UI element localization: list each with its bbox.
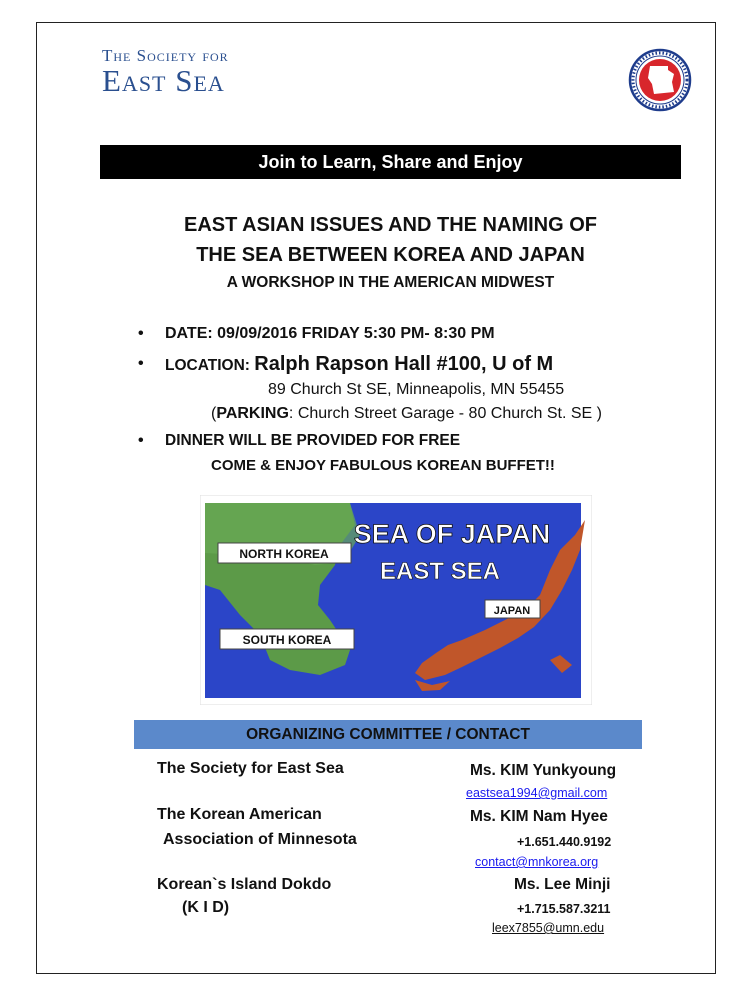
event-date: DATE: 09/09/2016 FRIDAY 5:30 PM- 8:30 PM: [165, 325, 495, 342]
society-logo: [102, 46, 229, 96]
event-address: 89 Church St SE, Minneapolis, MN 55455: [268, 381, 565, 398]
dinner-info: DINNER WILL BE PROVIDED FOR FREE: [165, 432, 461, 449]
org-korean-american-line-1: The Korean American: [157, 806, 322, 823]
title-line-1: EAST ASIAN ISSUES AND THE NAMING OF: [184, 214, 597, 236]
location-label: LOCATION:: [165, 357, 250, 374]
south-korea-label: SOUTH KOREA: [242, 633, 332, 647]
buffet-info: COME & ENJOY FABULOUS KOREAN BUFFET!!: [211, 457, 555, 474]
parking-label: PARKING: [216, 405, 289, 422]
phone-mnkorea: +1.651.440.9192: [517, 835, 612, 849]
email-mnkorea[interactable]: contact@mnkorea.org: [475, 855, 599, 869]
bullet-location: •: [138, 355, 144, 372]
email-umn[interactable]: leex7855@umn.edu: [492, 921, 605, 935]
contact-kim-yunkyoung: Ms. KIM Yunkyoung: [470, 762, 617, 779]
email-eastsea[interactable]: eastsea1994@gmail.com: [466, 786, 608, 800]
map-image: [200, 495, 592, 705]
org-koreans-island-dokdo: Korean`s Island Dokdo: [157, 876, 332, 893]
org-society-east-sea: The Society for East Sea: [157, 760, 344, 777]
org-kid-abbrev: (K I D): [182, 899, 230, 916]
parking-info: [211, 405, 602, 423]
title-line-3: A WORKSHOP IN THE AMERICAN MIDWEST: [226, 274, 555, 291]
location-value: Ralph Rapson Hall #100, U of M: [254, 353, 554, 375]
committee-header: ORGANIZING COMMITTEE / CONTACT: [134, 720, 642, 749]
banner: Join to Learn, Share and Enjoy: [100, 145, 681, 179]
logo-line-2: East Sea: [102, 63, 225, 98]
parking-value: : Church Street Garage - 80 Church St. SE ): [288, 405, 602, 422]
east-sea-map: [200, 495, 592, 705]
east-sea-label: EAST SEA: [379, 558, 501, 585]
logo-line-1: The Society for: [102, 46, 229, 65]
bullet-date: •: [138, 325, 144, 342]
event-location: [165, 353, 553, 376]
contact-lee-minji: Ms. Lee Minji: [514, 876, 611, 893]
phone-kid: +1.715.587.3211: [517, 902, 611, 916]
contact-kim-nam-hyee: Ms. KIM Nam Hyee: [470, 808, 608, 825]
org-korean-american-line-2: Association of Minnesota: [163, 831, 357, 848]
north-korea-label: NORTH KOREA: [239, 547, 329, 561]
sea-of-japan-label: SEA OF JAPAN: [353, 519, 551, 549]
japan-label: JAPAN: [493, 605, 531, 617]
parking-open-paren: (: [211, 405, 217, 422]
korean-association-seal-icon: [628, 48, 692, 112]
title-line-2: THE SEA BETWEEN KOREA AND JAPAN: [196, 244, 585, 266]
bullet-dinner: •: [138, 432, 144, 449]
